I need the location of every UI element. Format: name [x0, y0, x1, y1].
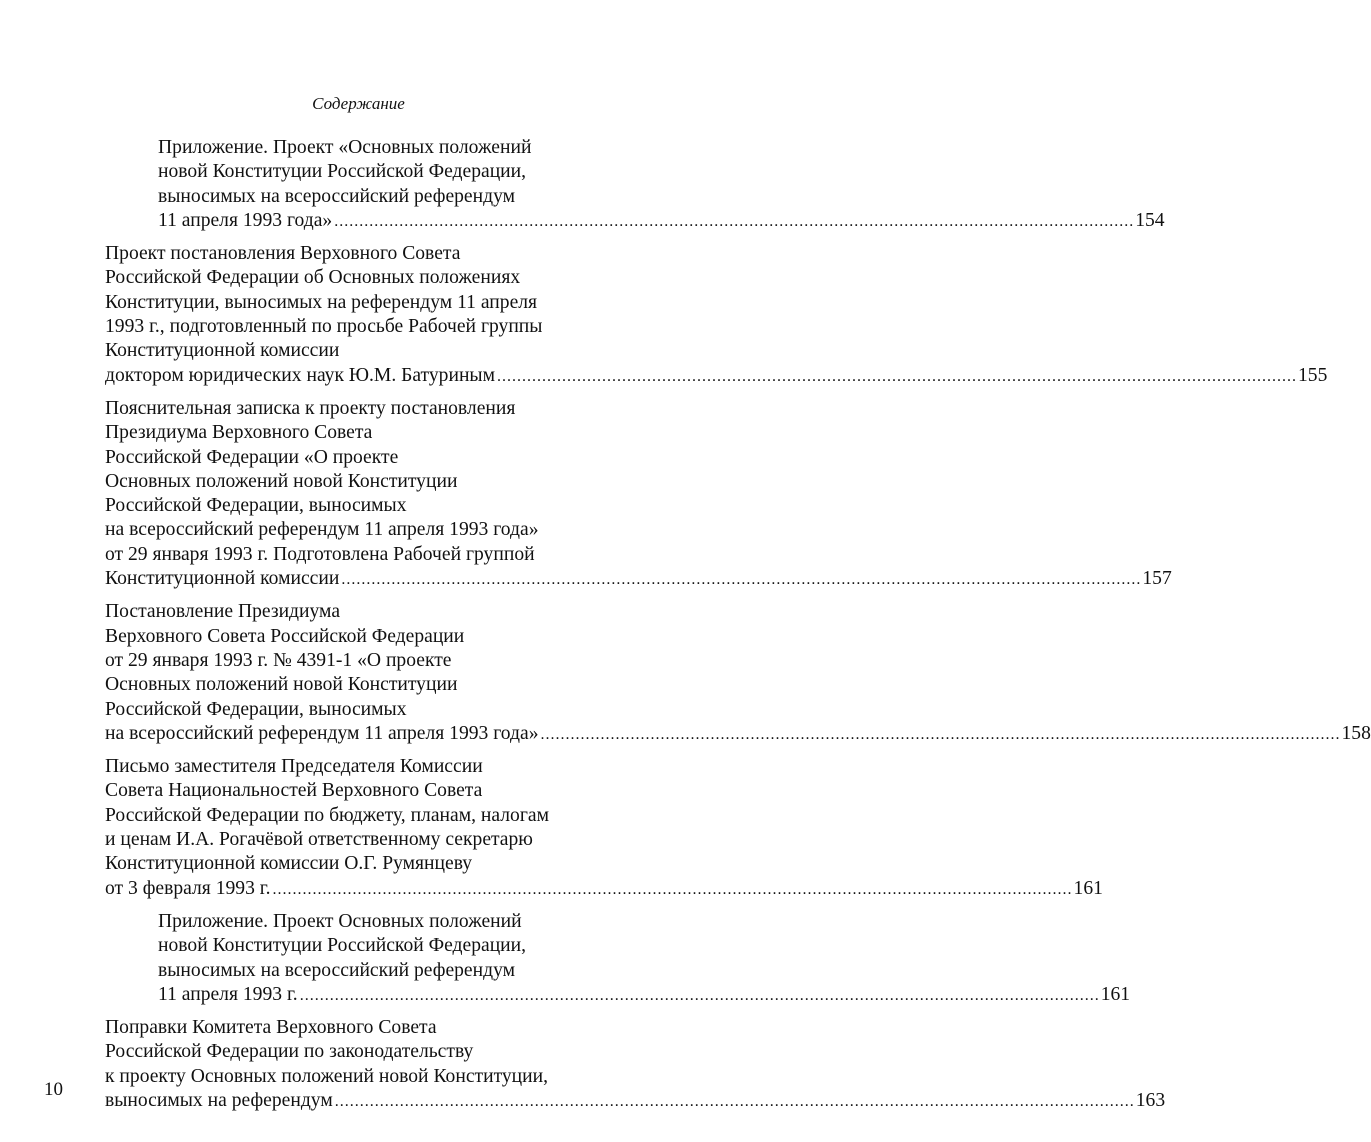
toc-entry: [105, 600, 1371, 747]
entry-line: Российской Федерации об Основных положениях: [105, 267, 521, 289]
entry-last-line: [105, 877, 1103, 902]
entry-last-line: [105, 722, 1371, 747]
entry-line: от 29 января 1993 г. Подготовлена Рабочей группой: [105, 543, 535, 565]
entry-line: на всероссийский референдум 11 апреля 1993 года»: [105, 519, 539, 541]
entry-last-line: [158, 983, 1131, 1008]
entry-line: Российской Федерации по законодательству: [105, 1041, 474, 1063]
entry-last-line: [105, 1089, 1166, 1114]
entry-line: Российской Федерации, выносимых: [105, 698, 407, 720]
entry-line: Конституции, выносимых на референдум 11 апреля: [105, 291, 538, 313]
dot-leader: ................................................................................................................................................................: [341, 571, 1142, 589]
entry-line: Поправки Комитета Верховного Совета: [105, 1017, 437, 1039]
entry-line: Конституционной комиссии: [105, 340, 340, 362]
dot-leader: ................................................................................................................................................................: [497, 367, 1297, 385]
entry-line: Российской Федерации по бюджету, планам, налогам: [105, 804, 549, 826]
entry-page-number: 161: [1100, 983, 1131, 1005]
entry-line: Приложение. Проект Основных положений: [158, 910, 522, 932]
entry-line: Конституционной комиссии О.Г. Румянцеву: [105, 853, 473, 875]
entry-line: выносимых на всероссийский референдум: [158, 959, 516, 981]
entry-page-number: 157: [1142, 568, 1172, 590]
entry-line: Президиума Верховного Совета: [105, 422, 373, 444]
entry-line: Основных положений новой Конституции: [105, 674, 458, 696]
entry-line: Российской Федерации, выносимых: [105, 495, 407, 517]
entry-line: 11 апреля 1993 г.: [158, 983, 298, 1005]
entry-last-line: [105, 364, 1328, 389]
entry-last-line: [105, 567, 1172, 592]
entry-line: 11 апреля 1993 года»: [158, 209, 333, 231]
entry-last-line: [158, 209, 1165, 234]
entry-line: выносимых на референдум: [105, 1089, 333, 1111]
page-number: 10: [44, 1079, 63, 1100]
entry-line: выносимых на всероссийский референдум: [158, 185, 516, 207]
entry-page-number: 158: [1341, 722, 1371, 744]
entry-line: Постановление Президиума: [105, 601, 341, 623]
entry-page-number: 155: [1298, 364, 1328, 386]
entry-line: новой Конституции Российской Федерации,: [158, 935, 527, 957]
dot-leader: ................................................................................................................................................................: [272, 880, 1073, 898]
dot-leader: ................................................................................................................................................................: [540, 725, 1341, 743]
toc-entry: [105, 242, 1328, 389]
entry-page-number: 161: [1073, 877, 1103, 899]
entry-line: доктором юридических наук Ю.М. Батуриным: [105, 364, 495, 386]
entry-line: 1993 г., подготовленный по просьбе Рабочей группы: [105, 316, 543, 338]
entry-line: Совета Национальностей Верховного Совета: [105, 780, 483, 802]
entry-line: Российской Федерации «О проекте: [105, 446, 399, 468]
entry-line: и ценам И.А. Рогачёвой ответственному секретарю: [105, 829, 533, 851]
dot-leader: ................................................................................................................................................................: [334, 1092, 1135, 1110]
toc-entry: [105, 397, 1172, 592]
entry-line: Письмо заместителя Председателя Комиссии: [105, 756, 483, 778]
dot-leader: ................................................................................................................................................................: [334, 212, 1135, 230]
entry-page-number: 163: [1135, 1089, 1166, 1111]
entry-page-number: 154: [1135, 209, 1165, 231]
entry-line: Верховного Совета Российской Федерации: [105, 625, 465, 647]
entry-line: к проекту Основных положений новой Конституции,: [105, 1065, 549, 1087]
running-header: Содержание: [312, 94, 405, 113]
entry-line: новой Конституции Российской Федерации,: [158, 161, 527, 183]
entry-line: от 29 января 1993 г. № 4391-1 «О проекте: [105, 649, 452, 671]
entry-line: на всероссийский референдум 11 апреля 1993 года»: [105, 722, 539, 744]
entry-line: Приложение. Проект «Основных положений: [158, 137, 532, 158]
entry-line: Пояснительная записка к проекту постановления: [105, 397, 516, 419]
entry-line: от 3 февраля 1993 г.: [105, 877, 271, 899]
toc-entry: [158, 910, 1131, 1008]
table-of-contents: [105, 136, 1371, 1122]
toc-entry: [105, 1016, 1166, 1114]
entry-line: Основных положений новой Конституции: [105, 470, 458, 492]
toc-entry: [105, 755, 1103, 902]
toc-entry: [158, 136, 1165, 234]
entry-line: Конституционной комиссии: [105, 568, 340, 590]
dot-leader: ................................................................................................................................................................: [299, 986, 1100, 1004]
entry-line: Проект постановления Верховного Совета: [105, 243, 461, 265]
